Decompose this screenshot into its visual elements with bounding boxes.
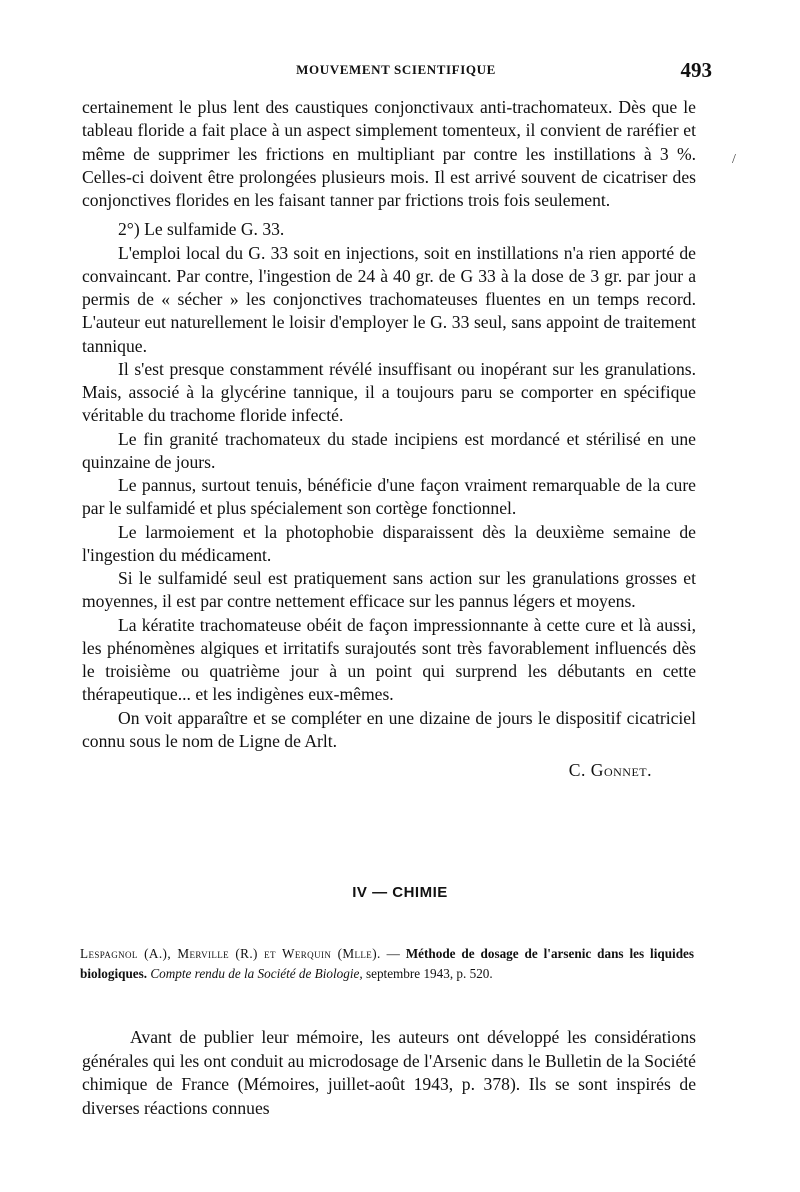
bibliographic-reference — [80, 944, 694, 984]
subheading: 2°) Le sulfamide G. 33. — [118, 219, 285, 240]
paragraph: On voit apparaître et se compléter en une dizaine de jours le dispositif cicatriciel connu sous le nom de Ligne de Arlt. — [82, 707, 696, 751]
paragraph: Le pannus, surtout tenuis, bénéficie d'une façon vraiment remarquable de la cure par le sulfamidé et plus spécialement son cortège fonctionnel. — [82, 475, 696, 519]
reference-date: septembre 1943, p. 520. — [365, 966, 493, 981]
paragraph: Le larmoiement et la photophobie disparaissent dès la deuxième semaine de l'ingestion du médicament. — [82, 521, 696, 565]
reference-title: Méthode de dosage de l'arsenic dans les liquides biologiques. — [80, 946, 695, 981]
paragraph: Il s'est presque constamment révélé insuffisant ou inopérant sur les granulations. Mais, associé à la glycérine tannique, il a toujours paru se comporter en spécifique véritable du trachome floride infecté. — [82, 358, 696, 426]
author-signature: C. Gonnet. — [568, 760, 652, 780]
paragraph: La kératite trachomateuse obéit de façon impressionnante à cette cure et là aussi, les phénomènes algiques et irritatifs surajoutés sont très favorablement influencés dès le troisième ou quatrième jour à un point qui surprend les débutants en cette thérapeutique... et les indigènes eux-mêmes. — [82, 614, 696, 705]
page-number: 493 — [680, 58, 712, 82]
article-body-2 — [82, 1026, 696, 1120]
running-head — [80, 60, 712, 82]
margin-mark: / — [732, 152, 736, 167]
reference-dash: — — [380, 946, 406, 961]
running-title: MOUVEMENT SCIENTIFIQUE — [296, 62, 496, 77]
section-heading: IV — CHIMIE — [352, 884, 448, 901]
paragraph: Avant de publier leur mémoire, les auteurs ont développé les considérations générales qui les ont conduit au microdosage de l'Arsenic dans le Bulletin de la Société chimique de France (Mémoires, juillet-août 1943, p. 378). Ils se sont inspirés de diverses réactions connues — [82, 1027, 696, 1118]
reference-journal: Compte rendu de la Société de Biologie, — [150, 966, 363, 981]
paragraph: certainement le plus lent des caustiques conjonctivaux anti-trachomateux. Dès que le tableau floride a fait place à un aspect simplement tomenteux, il convient de raréfier et même de supprimer les frictions en multipliant par contre les instillations à 3 %. Celles-ci doivent être prolongées plusieurs mois. Il est arrivé souvent de cicatriser des conjonctives florides en les faisant tanner par frictions trois fois seulement. — [82, 97, 696, 210]
paragraph: L'emploi local du G. 33 soit en injections, soit en instillations n'a rien apporté de convaincant. Par contre, l'ingestion de 24 à 40 gr. de G 33 à la dose de 3 gr. par jour a permis de « sécher » les conjonctives trachomateuses fluentes en un temps record. L'auteur eut naturellement le loisir d'employer le G. 33 seul, sans appoint de traitement tannique. — [82, 242, 696, 356]
article-body — [82, 96, 696, 782]
paragraph: Le fin granité trachomateux du stade incipiens est mordancé et stérilisé en une quinzaine de jours. — [82, 428, 696, 472]
paragraph: Si le sulfamidé seul est pratiquement sans action sur les granulations grosses et moyennes, il est par contre nettement efficace sur les pannus légers et moyens. — [82, 568, 696, 612]
reference-authors: Lespagnol (A.), Merville (R.) et Werquin (Mlle). — [80, 946, 381, 961]
